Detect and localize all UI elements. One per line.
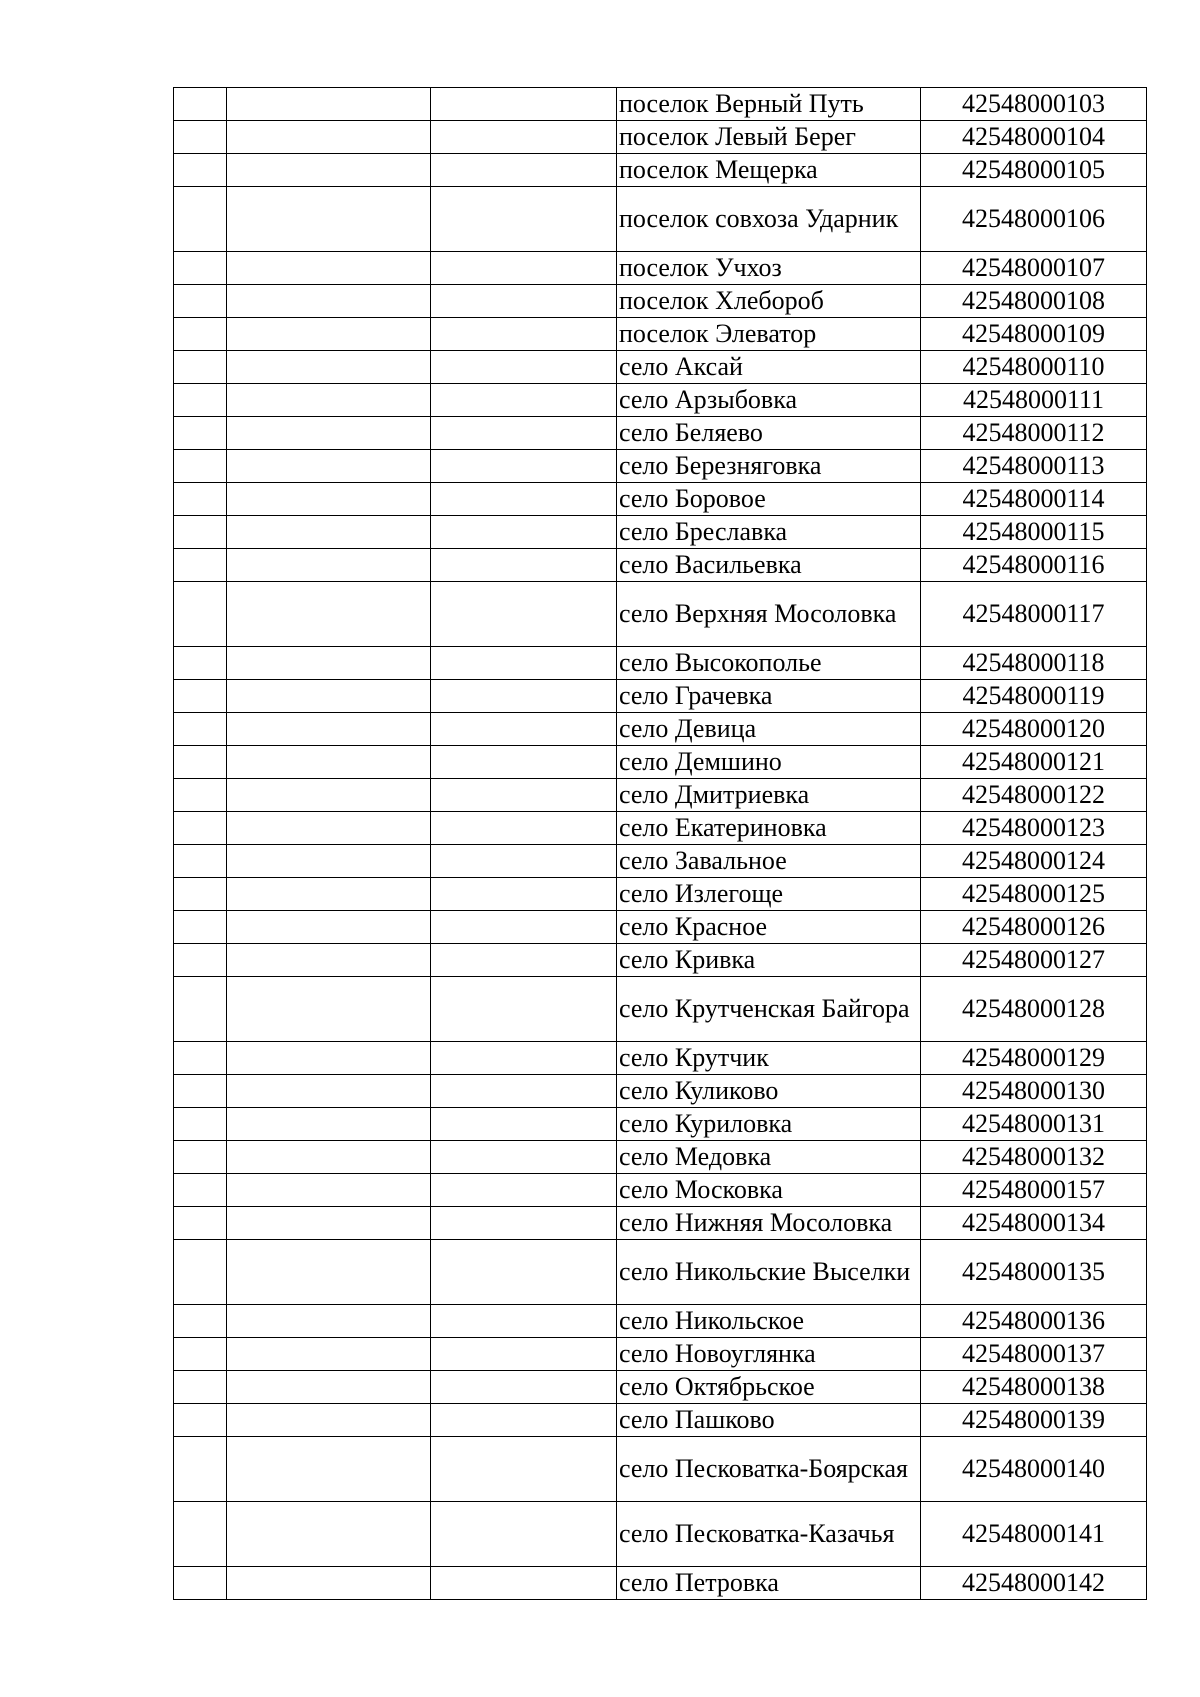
cell-col2 <box>227 779 431 812</box>
settlement-name: село Березняговка <box>617 450 921 483</box>
cell-col3 <box>431 779 617 812</box>
cell-number <box>174 1404 227 1437</box>
cell-col3 <box>431 713 617 746</box>
table-row <box>174 1141 1147 1174</box>
table-row <box>174 1042 1147 1075</box>
table-row <box>174 1404 1147 1437</box>
oktmo-code: 42548000134 <box>921 1207 1147 1240</box>
oktmo-code: 42548000112 <box>921 417 1147 450</box>
cell-col3 <box>431 450 617 483</box>
cell-number <box>174 252 227 285</box>
table-row <box>174 812 1147 845</box>
cell-col2 <box>227 252 431 285</box>
cell-col2 <box>227 549 431 582</box>
oktmo-code: 42548000107 <box>921 252 1147 285</box>
cell-number <box>174 1240 227 1305</box>
cell-col2 <box>227 154 431 187</box>
table-row <box>174 944 1147 977</box>
settlement-table-body <box>174 88 1147 1600</box>
cell-col3 <box>431 878 617 911</box>
oktmo-code: 42548000108 <box>921 285 1147 318</box>
cell-number <box>174 845 227 878</box>
oktmo-code: 42548000110 <box>921 351 1147 384</box>
cell-number <box>174 647 227 680</box>
cell-col2 <box>227 647 431 680</box>
oktmo-code: 42548000137 <box>921 1338 1147 1371</box>
oktmo-code: 42548000142 <box>921 1567 1147 1600</box>
cell-col3 <box>431 121 617 154</box>
cell-number <box>174 516 227 549</box>
settlement-name: село Девица <box>617 713 921 746</box>
cell-number <box>174 746 227 779</box>
cell-number <box>174 1207 227 1240</box>
oktmo-code: 42548000135 <box>921 1240 1147 1305</box>
table-row <box>174 1437 1147 1502</box>
oktmo-code: 42548000123 <box>921 812 1147 845</box>
cell-col3 <box>431 746 617 779</box>
settlement-table <box>173 87 1147 1600</box>
cell-col2 <box>227 812 431 845</box>
settlement-name: село Аксай <box>617 351 921 384</box>
oktmo-code: 42548000103 <box>921 88 1147 121</box>
cell-col3 <box>431 1108 617 1141</box>
cell-number <box>174 1042 227 1075</box>
table-row <box>174 845 1147 878</box>
oktmo-code: 42548000130 <box>921 1075 1147 1108</box>
table-row <box>174 450 1147 483</box>
cell-col3 <box>431 1240 617 1305</box>
cell-col2 <box>227 944 431 977</box>
cell-col3 <box>431 154 617 187</box>
cell-col3 <box>431 285 617 318</box>
oktmo-code: 42548000125 <box>921 878 1147 911</box>
cell-col3 <box>431 911 617 944</box>
cell-number <box>174 878 227 911</box>
oktmo-code: 42548000106 <box>921 187 1147 252</box>
cell-col2 <box>227 1404 431 1437</box>
table-row <box>174 1207 1147 1240</box>
table-row <box>174 582 1147 647</box>
oktmo-code: 42548000113 <box>921 450 1147 483</box>
settlement-name: село Васильевка <box>617 549 921 582</box>
settlement-name: село Новоуглянка <box>617 1338 921 1371</box>
cell-col3 <box>431 1567 617 1600</box>
settlement-name: село Арзыбовка <box>617 384 921 417</box>
cell-col2 <box>227 1567 431 1600</box>
cell-col3 <box>431 944 617 977</box>
cell-number <box>174 713 227 746</box>
cell-number <box>174 549 227 582</box>
settlement-name: село Кривка <box>617 944 921 977</box>
cell-col2 <box>227 1240 431 1305</box>
table-row <box>174 384 1147 417</box>
table-row <box>174 154 1147 187</box>
table-row <box>174 88 1147 121</box>
cell-number <box>174 187 227 252</box>
settlement-name: село Верхняя Мосоловка <box>617 582 921 647</box>
oktmo-code: 42548000119 <box>921 680 1147 713</box>
table-row <box>174 1305 1147 1338</box>
table-row <box>174 713 1147 746</box>
settlement-name: село Никольское <box>617 1305 921 1338</box>
table-row <box>174 911 1147 944</box>
table-row <box>174 549 1147 582</box>
cell-col3 <box>431 187 617 252</box>
settlement-name: село Завальное <box>617 845 921 878</box>
table-row <box>174 351 1147 384</box>
settlement-name: село Высокополье <box>617 647 921 680</box>
cell-col2 <box>227 187 431 252</box>
table-row <box>174 483 1147 516</box>
cell-col2 <box>227 88 431 121</box>
cell-col3 <box>431 1174 617 1207</box>
oktmo-code: 42548000138 <box>921 1371 1147 1404</box>
settlement-name: село Демшино <box>617 746 921 779</box>
table-row <box>174 647 1147 680</box>
cell-col2 <box>227 318 431 351</box>
cell-number <box>174 944 227 977</box>
settlement-name: село Бреславка <box>617 516 921 549</box>
cell-number <box>174 384 227 417</box>
cell-col3 <box>431 1437 617 1502</box>
cell-col3 <box>431 88 617 121</box>
cell-col2 <box>227 121 431 154</box>
cell-number <box>174 154 227 187</box>
cell-number <box>174 88 227 121</box>
cell-col3 <box>431 582 617 647</box>
oktmo-code: 42548000109 <box>921 318 1147 351</box>
cell-col2 <box>227 1207 431 1240</box>
cell-col2 <box>227 516 431 549</box>
table-row <box>174 1502 1147 1567</box>
cell-number <box>174 1305 227 1338</box>
cell-number <box>174 318 227 351</box>
settlement-name: село Куриловка <box>617 1108 921 1141</box>
oktmo-code: 42548000117 <box>921 582 1147 647</box>
cell-number <box>174 285 227 318</box>
cell-col2 <box>227 1042 431 1075</box>
settlement-name: село Никольские Выселки <box>617 1240 921 1305</box>
cell-col2 <box>227 285 431 318</box>
oktmo-code: 42548000131 <box>921 1108 1147 1141</box>
table-row <box>174 1371 1147 1404</box>
table-row <box>174 878 1147 911</box>
oktmo-code: 42548000140 <box>921 1437 1147 1502</box>
settlement-name: село Московка <box>617 1174 921 1207</box>
cell-col3 <box>431 1404 617 1437</box>
oktmo-code: 42548000120 <box>921 713 1147 746</box>
cell-col2 <box>227 483 431 516</box>
cell-col3 <box>431 1305 617 1338</box>
cell-col3 <box>431 680 617 713</box>
cell-col2 <box>227 1338 431 1371</box>
oktmo-code: 42548000139 <box>921 1404 1147 1437</box>
settlement-name: поселок Элеватор <box>617 318 921 351</box>
cell-number <box>174 1371 227 1404</box>
settlement-name: поселок Учхоз <box>617 252 921 285</box>
settlement-name: село Крутчик <box>617 1042 921 1075</box>
cell-number <box>174 977 227 1042</box>
cell-col2 <box>227 582 431 647</box>
table-row <box>174 1075 1147 1108</box>
cell-number <box>174 351 227 384</box>
table-row <box>174 779 1147 812</box>
cell-col3 <box>431 647 617 680</box>
cell-number <box>174 1075 227 1108</box>
cell-col3 <box>431 516 617 549</box>
table-row <box>174 1174 1147 1207</box>
oktmo-code: 42548000104 <box>921 121 1147 154</box>
cell-col2 <box>227 1437 431 1502</box>
cell-number <box>174 1108 227 1141</box>
cell-col3 <box>431 812 617 845</box>
settlement-name: село Октябрьское <box>617 1371 921 1404</box>
oktmo-code: 42548000157 <box>921 1174 1147 1207</box>
cell-col3 <box>431 417 617 450</box>
oktmo-code: 42548000115 <box>921 516 1147 549</box>
cell-number <box>174 582 227 647</box>
cell-number <box>174 121 227 154</box>
cell-number <box>174 1567 227 1600</box>
settlement-name: поселок Верный Путь <box>617 88 921 121</box>
settlement-name: село Красное <box>617 911 921 944</box>
cell-col2 <box>227 746 431 779</box>
oktmo-code: 42548000128 <box>921 977 1147 1042</box>
settlement-name: поселок Мещерка <box>617 154 921 187</box>
cell-col3 <box>431 351 617 384</box>
cell-number <box>174 450 227 483</box>
settlement-name: село Боровое <box>617 483 921 516</box>
oktmo-code: 42548000105 <box>921 154 1147 187</box>
cell-col2 <box>227 1141 431 1174</box>
cell-col2 <box>227 417 431 450</box>
settlement-name: поселок Хлебороб <box>617 285 921 318</box>
cell-col2 <box>227 911 431 944</box>
table-row <box>174 977 1147 1042</box>
settlement-name: село Песковатка-Казачья <box>617 1502 921 1567</box>
cell-col2 <box>227 1502 431 1567</box>
cell-col2 <box>227 1371 431 1404</box>
cell-col3 <box>431 1075 617 1108</box>
settlement-name: поселок Левый Берег <box>617 121 921 154</box>
cell-col2 <box>227 878 431 911</box>
table-row <box>174 1108 1147 1141</box>
settlement-name: село Дмитриевка <box>617 779 921 812</box>
settlement-name: село Излегоще <box>617 878 921 911</box>
table-row <box>174 680 1147 713</box>
table-row <box>174 187 1147 252</box>
cell-col3 <box>431 252 617 285</box>
cell-number <box>174 812 227 845</box>
table-row <box>174 318 1147 351</box>
cell-number <box>174 1338 227 1371</box>
table-row <box>174 417 1147 450</box>
oktmo-code: 42548000141 <box>921 1502 1147 1567</box>
cell-col2 <box>227 1174 431 1207</box>
cell-col3 <box>431 1141 617 1174</box>
cell-col3 <box>431 384 617 417</box>
table-row <box>174 252 1147 285</box>
cell-col3 <box>431 1338 617 1371</box>
table-row <box>174 746 1147 779</box>
cell-col3 <box>431 318 617 351</box>
cell-col3 <box>431 977 617 1042</box>
oktmo-code: 42548000118 <box>921 647 1147 680</box>
cell-col3 <box>431 1207 617 1240</box>
cell-col3 <box>431 549 617 582</box>
table-row <box>174 516 1147 549</box>
settlement-name: село Медовка <box>617 1141 921 1174</box>
cell-number <box>174 417 227 450</box>
cell-col2 <box>227 1075 431 1108</box>
cell-col2 <box>227 351 431 384</box>
oktmo-code: 42548000126 <box>921 911 1147 944</box>
settlement-name: село Куликово <box>617 1075 921 1108</box>
oktmo-code: 42548000129 <box>921 1042 1147 1075</box>
oktmo-code: 42548000111 <box>921 384 1147 417</box>
oktmo-code: 42548000114 <box>921 483 1147 516</box>
settlement-name: село Грачевка <box>617 680 921 713</box>
settlement-name: село Екатериновка <box>617 812 921 845</box>
oktmo-code: 42548000121 <box>921 746 1147 779</box>
cell-col3 <box>431 483 617 516</box>
oktmo-code: 42548000136 <box>921 1305 1147 1338</box>
settlement-name: село Петровка <box>617 1567 921 1600</box>
cell-number <box>174 483 227 516</box>
table-row <box>174 121 1147 154</box>
cell-number <box>174 779 227 812</box>
cell-number <box>174 1502 227 1567</box>
cell-col2 <box>227 450 431 483</box>
settlement-name: село Крутченская Байгора <box>617 977 921 1042</box>
settlement-name: село Пашково <box>617 1404 921 1437</box>
cell-number <box>174 1141 227 1174</box>
settlement-name: село Песковатка-Боярская <box>617 1437 921 1502</box>
oktmo-code: 42548000122 <box>921 779 1147 812</box>
cell-col3 <box>431 845 617 878</box>
oktmo-code: 42548000132 <box>921 1141 1147 1174</box>
cell-col2 <box>227 384 431 417</box>
cell-col3 <box>431 1042 617 1075</box>
cell-col3 <box>431 1502 617 1567</box>
cell-number <box>174 911 227 944</box>
cell-number <box>174 1437 227 1502</box>
table-row <box>174 285 1147 318</box>
settlement-name: поселок совхоза Ударник <box>617 187 921 252</box>
settlement-name: село Нижняя Мосоловка <box>617 1207 921 1240</box>
cell-col2 <box>227 680 431 713</box>
cell-col2 <box>227 977 431 1042</box>
cell-col2 <box>227 1305 431 1338</box>
oktmo-code: 42548000127 <box>921 944 1147 977</box>
cell-col2 <box>227 713 431 746</box>
settlement-name: село Беляево <box>617 417 921 450</box>
table-row <box>174 1338 1147 1371</box>
table-row <box>174 1567 1147 1600</box>
oktmo-code: 42548000124 <box>921 845 1147 878</box>
oktmo-code: 42548000116 <box>921 549 1147 582</box>
cell-number <box>174 680 227 713</box>
cell-col2 <box>227 845 431 878</box>
cell-col3 <box>431 1371 617 1404</box>
table-row <box>174 1240 1147 1305</box>
cell-number <box>174 1174 227 1207</box>
cell-col2 <box>227 1108 431 1141</box>
